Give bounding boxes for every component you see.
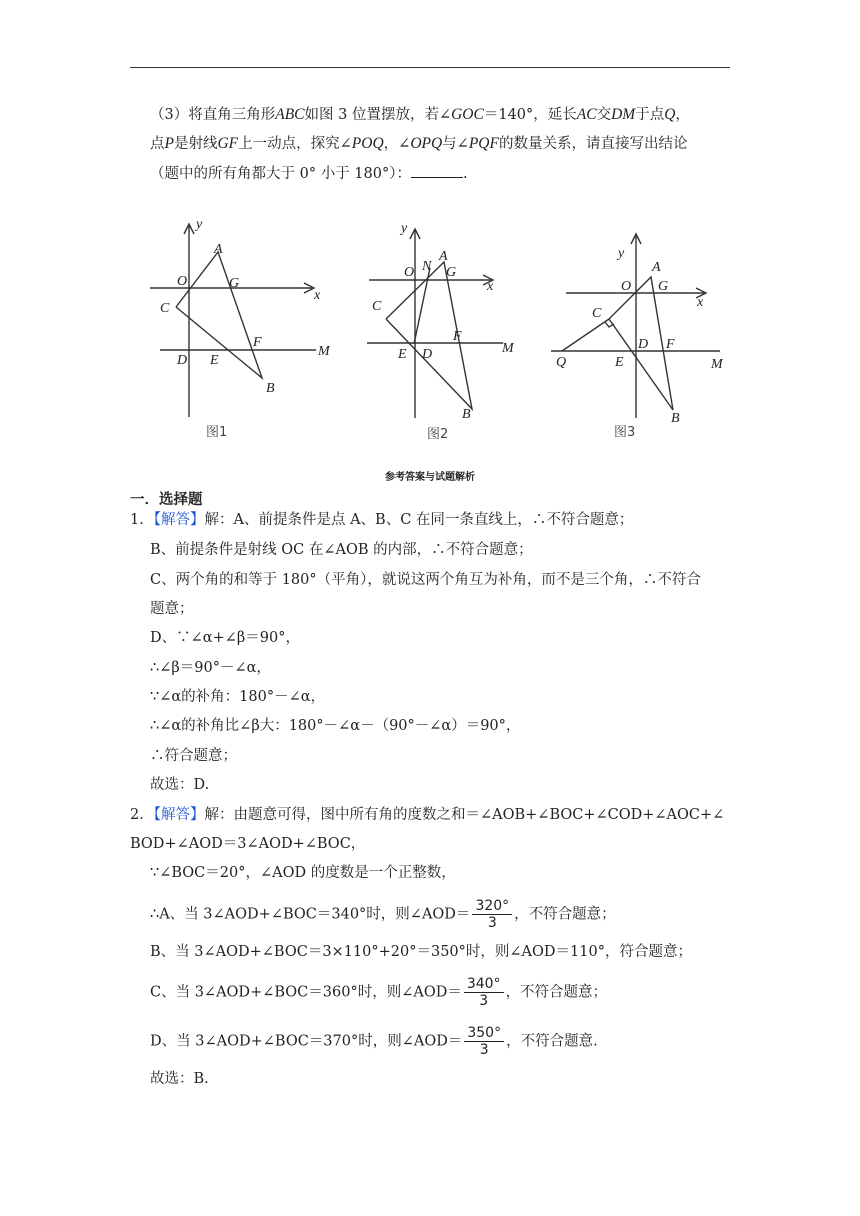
- fig1-caption: 图1: [206, 425, 228, 440]
- answer2-line5: B、当 3∠AOD+∠BOC＝3×110°+20°＝350°时，则∠AOD＝110°，符合题意；: [150, 944, 692, 960]
- figure-3: [548, 210, 738, 450]
- fig1-label-B: B: [266, 381, 275, 396]
- fig2-label-M: M: [502, 341, 514, 356]
- fig1-label-A: A: [214, 242, 223, 257]
- question3-line2: 点P是射线GF上一动点，探究∠POQ，∠OPQ与∠PQF的数量关系，请直接写出结论: [150, 135, 688, 152]
- fig1-label-G: G: [229, 276, 240, 291]
- fig3-label-D: D: [638, 337, 649, 352]
- answer1-line2: B、前提条件是射线 OC 在∠AOB 的内部，∴不符合题意；: [150, 542, 533, 558]
- fig3-caption: 图3: [614, 425, 636, 440]
- fig3-label-E: E: [615, 355, 624, 370]
- fig1-label-M: M: [318, 344, 330, 359]
- answer2-tag: 【解答】: [153, 807, 205, 823]
- fig1-label-O: O: [177, 274, 188, 289]
- question3-line3: （题中的所有角都大于 0° 小于 180°）： .: [150, 163, 468, 184]
- header-rule: [130, 67, 730, 68]
- fig3-label-x: x: [697, 295, 704, 310]
- fig1-label-F: F: [253, 335, 262, 350]
- fig2-label-G: G: [446, 265, 457, 280]
- answers-title: 参考答案与试题解析: [385, 472, 475, 483]
- answer2-line8: 故选：B.: [150, 1071, 209, 1087]
- answer2-line1: 2．【解答】解：由题意可得，图中所有角的度数之和＝∠AOB+∠BOC+∠COD+∠AOC+∠: [130, 807, 725, 823]
- fig1-label-C: C: [160, 301, 170, 316]
- answer2-line4: ∴A、当 3∠AOD+∠BOC＝340°时，则∠AOD＝ $\frac{320^\circ}{3}$ ，不符合题意；: [150, 898, 616, 931]
- fig2-label-O: O: [404, 265, 415, 280]
- fig2-label-F: F: [453, 329, 462, 344]
- figure-1: [140, 210, 340, 450]
- fig3-label-G: G: [658, 279, 669, 294]
- fig3-label-A: A: [652, 260, 661, 275]
- answer1-line6: ∴∠β＝90°－∠α，: [150, 660, 271, 676]
- answer1-line7: ∵∠α的补角：180°－∠α，: [150, 689, 326, 705]
- fig1-label-D: D: [177, 353, 188, 368]
- fraction-350: $\frac{350^\circ}{3}$: [464, 1025, 504, 1058]
- answer1-line3: C、两个角的和等于 180°（平角），就说这两个角互为补角，而不是三个角，∴不符合: [150, 572, 701, 588]
- answer1-line5: D、∵∠α+∠β＝90°，: [150, 630, 300, 646]
- answer1-line8: ∴∠α的补角比∠β大：180°－∠α－（90°－∠α）＝90°，: [150, 718, 521, 734]
- fig3-label-F: F: [666, 337, 675, 352]
- fig2-label-N: N: [422, 259, 432, 274]
- fig3-label-O: O: [621, 279, 632, 294]
- fig1-label-E: E: [210, 353, 219, 368]
- answer-blank: [411, 163, 463, 178]
- fraction-320: $\frac{320^\circ}{3}$: [472, 898, 512, 931]
- fig2-label-E: E: [398, 347, 407, 362]
- answer2-line3: ∵∠BOC＝20°，∠AOD 的度数是一个正整数，: [150, 865, 456, 881]
- answer1-line10: 故选：D.: [150, 777, 210, 793]
- fig2-label-y: y: [401, 221, 408, 236]
- answer1-line1: 1．【解答】解：A、前提条件是点 A、B、C 在同一条直线上，∴不符合题意；: [130, 512, 634, 528]
- fig2-label-A: A: [439, 249, 448, 264]
- answer2-line7: D、当 3∠AOD+∠BOC＝370°时，则∠AOD＝ $\frac{350^\circ}{3}$ ，不符合题意.: [150, 1025, 598, 1058]
- fig1-label-x: x: [314, 288, 321, 303]
- answer1-line4: 题意；: [150, 601, 194, 617]
- answer1-tag: 【解答】: [153, 512, 205, 528]
- fig3-label-B: B: [671, 411, 680, 426]
- fig3-label-y: y: [618, 246, 625, 261]
- fig3-label-Q: Q: [556, 355, 567, 370]
- answer1-line9: ∴符合题意；: [150, 748, 237, 764]
- fig2-label-B: B: [462, 407, 471, 422]
- answer2-line6: C、当 3∠AOD+∠BOC＝360°时，则∠AOD＝ $\frac{340^\circ}{3}$ ，不符合题意；: [150, 976, 608, 1009]
- figure-2: [355, 210, 535, 450]
- fig3-label-M: M: [711, 357, 723, 372]
- fraction-340: $\frac{340^\circ}{3}$: [464, 976, 504, 1009]
- fig1-label-y: y: [196, 217, 203, 232]
- question3-line1: （3）将直角三角形ABC如图 3 位置摆放，若∠GOC＝140°，延长AC交DM于点Q，: [150, 106, 690, 123]
- fig2-label-D: D: [422, 347, 433, 362]
- fig3-label-C: C: [592, 306, 602, 321]
- section-title-choice: 一．选择题: [130, 492, 203, 508]
- fig2-label-C: C: [372, 299, 382, 314]
- fig2-label-x: x: [487, 279, 494, 294]
- answer2-line2: BOD+∠AOD＝3∠AOD+∠BOC，: [130, 836, 366, 852]
- fig2-caption: 图2: [427, 427, 449, 442]
